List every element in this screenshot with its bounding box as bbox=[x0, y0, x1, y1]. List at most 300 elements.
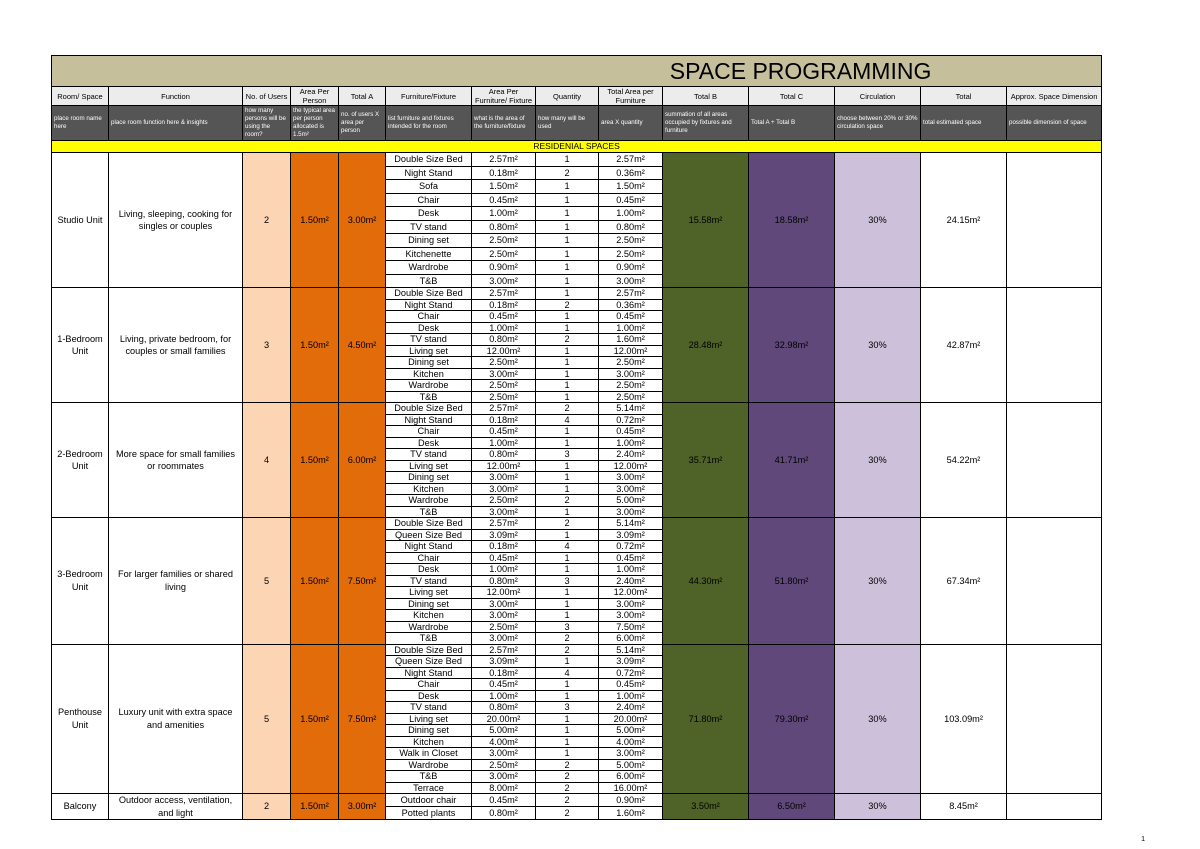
furniture-total: 1.50m² bbox=[599, 180, 663, 194]
room-function: Luxury unit with extra space and amenities bbox=[109, 644, 243, 794]
room-name: 1-Bedroom Unit bbox=[52, 288, 109, 403]
furniture-quantity: 2 bbox=[536, 782, 599, 794]
area-per-person: 1.50m² bbox=[291, 153, 339, 288]
furniture-quantity: 1 bbox=[536, 345, 599, 357]
furniture-name: Chair bbox=[386, 679, 472, 691]
furniture-area: 2.57m² bbox=[472, 288, 536, 300]
column-description: total estimated space bbox=[921, 106, 1007, 141]
table-row bbox=[52, 794, 1102, 807]
furniture-area: 3.00m² bbox=[472, 598, 536, 610]
furniture-area: 0.18m² bbox=[472, 414, 536, 426]
total-b: 35.71m² bbox=[663, 403, 749, 518]
room-function: Living, sleeping, cooking for singles or couples bbox=[109, 153, 243, 288]
furniture-quantity: 1 bbox=[536, 426, 599, 438]
title-row bbox=[52, 56, 1102, 87]
column-description: the typical area per person allocated is 1.5m² bbox=[291, 106, 339, 141]
space-dimension bbox=[1007, 644, 1102, 794]
table-row bbox=[52, 644, 1102, 656]
space-programming-table bbox=[51, 55, 1102, 820]
furniture-area: 0.45m² bbox=[472, 794, 536, 807]
furniture-quantity: 1 bbox=[536, 193, 599, 207]
furniture-area: 3.00m² bbox=[472, 274, 536, 288]
furniture-area: 3.00m² bbox=[472, 368, 536, 380]
room-total: 24.15m² bbox=[921, 153, 1007, 288]
furniture-total: 0.72m² bbox=[599, 414, 663, 426]
sheet-title: SPACE PROGRAMMING bbox=[52, 56, 1102, 87]
furniture-name: Kitchen bbox=[386, 736, 472, 748]
column-description: how many will be used bbox=[536, 106, 599, 141]
furniture-area: 1.00m² bbox=[472, 690, 536, 702]
column-header: Total bbox=[921, 87, 1007, 106]
furniture-area: 2.50m² bbox=[472, 759, 536, 771]
furniture-name: TV stand bbox=[386, 334, 472, 346]
furniture-area: 3.00m² bbox=[472, 748, 536, 760]
furniture-name: Desk bbox=[386, 207, 472, 221]
circulation: 30% bbox=[835, 518, 921, 645]
furniture-name: Potted plants bbox=[386, 807, 472, 820]
circulation: 30% bbox=[835, 644, 921, 794]
furniture-quantity: 1 bbox=[536, 380, 599, 392]
description-row bbox=[52, 106, 1102, 141]
furniture-name: Living set bbox=[386, 345, 472, 357]
table-row bbox=[52, 518, 1102, 530]
furniture-area: 12.00m² bbox=[472, 587, 536, 599]
furniture-quantity: 1 bbox=[536, 234, 599, 248]
furniture-area: 1.00m² bbox=[472, 564, 536, 576]
no-of-users: 4 bbox=[243, 403, 291, 518]
furniture-area: 5.00m² bbox=[472, 725, 536, 737]
furniture-quantity: 3 bbox=[536, 702, 599, 714]
furniture-area: 3.00m² bbox=[472, 506, 536, 518]
furniture-total: 0.72m² bbox=[599, 667, 663, 679]
furniture-quantity: 1 bbox=[536, 656, 599, 668]
room-total: 54.22m² bbox=[921, 403, 1007, 518]
furniture-area: 2.50m² bbox=[472, 234, 536, 248]
total-c: 51.80m² bbox=[749, 518, 835, 645]
total-a: 7.50m² bbox=[339, 518, 386, 645]
furniture-area: 12.00m² bbox=[472, 460, 536, 472]
room-total: 103.09m² bbox=[921, 644, 1007, 794]
no-of-users: 2 bbox=[243, 153, 291, 288]
furniture-name: Dining set bbox=[386, 472, 472, 484]
furniture-name: Double Size Bed bbox=[386, 288, 472, 300]
table-row bbox=[52, 403, 1102, 415]
furniture-name: Night Stand bbox=[386, 166, 472, 180]
furniture-quantity: 1 bbox=[536, 610, 599, 622]
column-description: what is the area of the furniture/fixture bbox=[472, 106, 536, 141]
furniture-name: Wardrobe bbox=[386, 261, 472, 275]
furniture-name: Night Stand bbox=[386, 667, 472, 679]
column-header: Approx. Space Dimension bbox=[1007, 87, 1102, 106]
space-dimension bbox=[1007, 403, 1102, 518]
column-header: Function bbox=[109, 87, 243, 106]
page-number: 1 bbox=[1141, 836, 1145, 843]
no-of-users: 5 bbox=[243, 518, 291, 645]
column-header: Total Area per Furniture bbox=[599, 87, 663, 106]
furniture-total: 3.09m² bbox=[599, 656, 663, 668]
furniture-total: 5.14m² bbox=[599, 518, 663, 530]
furniture-quantity: 2 bbox=[536, 633, 599, 645]
furniture-total: 20.00m² bbox=[599, 713, 663, 725]
furniture-area: 2.50m² bbox=[472, 380, 536, 392]
room-name: 3-Bedroom Unit bbox=[52, 518, 109, 645]
furniture-name: Chair bbox=[386, 426, 472, 438]
total-c: 41.71m² bbox=[749, 403, 835, 518]
furniture-name: Desk bbox=[386, 437, 472, 449]
furniture-name: T&B bbox=[386, 506, 472, 518]
furniture-name: Kitchen bbox=[386, 483, 472, 495]
furniture-quantity: 2 bbox=[536, 518, 599, 530]
furniture-total: 5.00m² bbox=[599, 759, 663, 771]
furniture-quantity: 1 bbox=[536, 247, 599, 261]
column-description: area X quantity bbox=[599, 106, 663, 141]
furniture-total: 2.50m² bbox=[599, 380, 663, 392]
furniture-total: 3.00m² bbox=[599, 368, 663, 380]
no-of-users: 2 bbox=[243, 794, 291, 820]
furniture-name: Chair bbox=[386, 311, 472, 323]
furniture-name: Kitchen bbox=[386, 368, 472, 380]
furniture-name: Double Size Bed bbox=[386, 644, 472, 656]
furniture-quantity: 2 bbox=[536, 794, 599, 807]
furniture-total: 5.00m² bbox=[599, 725, 663, 737]
furniture-quantity: 1 bbox=[536, 391, 599, 403]
room-name: Balcony bbox=[52, 794, 109, 820]
furniture-area: 0.45m² bbox=[472, 552, 536, 564]
furniture-total: 0.45m² bbox=[599, 426, 663, 438]
column-header: Furniture/Fixture bbox=[386, 87, 472, 106]
furniture-quantity: 1 bbox=[536, 529, 599, 541]
furniture-name: Queen Size Bed bbox=[386, 529, 472, 541]
furniture-quantity: 4 bbox=[536, 667, 599, 679]
furniture-total: 0.45m² bbox=[599, 311, 663, 323]
space-dimension bbox=[1007, 794, 1102, 820]
furniture-quantity: 1 bbox=[536, 598, 599, 610]
furniture-area: 0.80m² bbox=[472, 575, 536, 587]
furniture-total: 0.72m² bbox=[599, 541, 663, 553]
furniture-area: 0.80m² bbox=[472, 220, 536, 234]
furniture-total: 3.00m² bbox=[599, 274, 663, 288]
total-a: 7.50m² bbox=[339, 644, 386, 794]
furniture-name: TV stand bbox=[386, 575, 472, 587]
furniture-total: 3.00m² bbox=[599, 598, 663, 610]
furniture-name: TV stand bbox=[386, 220, 472, 234]
furniture-name: Wardrobe bbox=[386, 621, 472, 633]
total-c: 6.50m² bbox=[749, 794, 835, 820]
area-per-person: 1.50m² bbox=[291, 403, 339, 518]
furniture-total: 3.00m² bbox=[599, 610, 663, 622]
furniture-total: 3.00m² bbox=[599, 483, 663, 495]
room-name: Penthouse Unit bbox=[52, 644, 109, 794]
furniture-area: 2.57m² bbox=[472, 644, 536, 656]
furniture-quantity: 2 bbox=[536, 166, 599, 180]
furniture-area: 2.50m² bbox=[472, 495, 536, 507]
furniture-name: Sofa bbox=[386, 180, 472, 194]
column-description: choose between 20% or 30% circulation space bbox=[835, 106, 921, 141]
furniture-total: 1.00m² bbox=[599, 437, 663, 449]
furniture-quantity: 1 bbox=[536, 713, 599, 725]
furniture-area: 1.00m² bbox=[472, 322, 536, 334]
furniture-name: Chair bbox=[386, 552, 472, 564]
room-name: 2-Bedroom Unit bbox=[52, 403, 109, 518]
total-c: 79.30m² bbox=[749, 644, 835, 794]
furniture-name: Dining set bbox=[386, 357, 472, 369]
furniture-total: 0.90m² bbox=[599, 261, 663, 275]
space-dimension bbox=[1007, 518, 1102, 645]
furniture-total: 0.80m² bbox=[599, 220, 663, 234]
furniture-total: 0.90m² bbox=[599, 794, 663, 807]
furniture-quantity: 1 bbox=[536, 180, 599, 194]
furniture-area: 2.57m² bbox=[472, 518, 536, 530]
furniture-area: 2.57m² bbox=[472, 153, 536, 167]
furniture-name: Desk bbox=[386, 322, 472, 334]
furniture-area: 0.80m² bbox=[472, 449, 536, 461]
furniture-quantity: 2 bbox=[536, 771, 599, 783]
column-header: No. of Users bbox=[243, 87, 291, 106]
column-header: Area Per Person bbox=[291, 87, 339, 106]
furniture-area: 0.80m² bbox=[472, 807, 536, 820]
furniture-quantity: 1 bbox=[536, 690, 599, 702]
circulation: 30% bbox=[835, 403, 921, 518]
furniture-name: Desk bbox=[386, 564, 472, 576]
furniture-total: 12.00m² bbox=[599, 460, 663, 472]
furniture-name: Night Stand bbox=[386, 299, 472, 311]
furniture-quantity: 1 bbox=[536, 153, 599, 167]
total-a: 4.50m² bbox=[339, 288, 386, 403]
room-function: Outdoor access, ventilation, and light bbox=[109, 794, 243, 820]
furniture-area: 0.45m² bbox=[472, 679, 536, 691]
furniture-area: 0.18m² bbox=[472, 541, 536, 553]
furniture-total: 2.57m² bbox=[599, 288, 663, 300]
room-total: 42.87m² bbox=[921, 288, 1007, 403]
room-function: Living, private bedroom, for couples or small families bbox=[109, 288, 243, 403]
furniture-name: T&B bbox=[386, 274, 472, 288]
column-description: place room name here bbox=[52, 106, 109, 141]
room-function: More space for small families or roommates bbox=[109, 403, 243, 518]
furniture-area: 3.00m² bbox=[472, 483, 536, 495]
furniture-name: Night Stand bbox=[386, 541, 472, 553]
furniture-name: Queen Size Bed bbox=[386, 656, 472, 668]
furniture-total: 2.50m² bbox=[599, 391, 663, 403]
furniture-quantity: 1 bbox=[536, 322, 599, 334]
total-b: 15.58m² bbox=[663, 153, 749, 288]
column-header: Total B bbox=[663, 87, 749, 106]
furniture-area: 2.50m² bbox=[472, 391, 536, 403]
furniture-total: 5.14m² bbox=[599, 403, 663, 415]
total-c: 18.58m² bbox=[749, 153, 835, 288]
furniture-area: 3.00m² bbox=[472, 633, 536, 645]
furniture-quantity: 1 bbox=[536, 472, 599, 484]
furniture-area: 1.00m² bbox=[472, 437, 536, 449]
total-b: 3.50m² bbox=[663, 794, 749, 820]
furniture-name: Dining set bbox=[386, 598, 472, 610]
furniture-quantity: 1 bbox=[536, 460, 599, 472]
furniture-quantity: 2 bbox=[536, 495, 599, 507]
column-description: possible dimension of space bbox=[1007, 106, 1102, 141]
furniture-quantity: 1 bbox=[536, 288, 599, 300]
column-description: Total A + Total B bbox=[749, 106, 835, 141]
furniture-name: Outdoor chair bbox=[386, 794, 472, 807]
total-b: 28.48m² bbox=[663, 288, 749, 403]
furniture-total: 5.14m² bbox=[599, 644, 663, 656]
room-total: 67.34m² bbox=[921, 518, 1007, 645]
area-per-person: 1.50m² bbox=[291, 644, 339, 794]
space-dimension bbox=[1007, 153, 1102, 288]
furniture-total: 1.00m² bbox=[599, 207, 663, 221]
table-row bbox=[52, 288, 1102, 300]
furniture-total: 2.40m² bbox=[599, 575, 663, 587]
furniture-name: Dining set bbox=[386, 234, 472, 248]
furniture-quantity: 4 bbox=[536, 541, 599, 553]
column-description: summation of all areas occupied by fixtures and furniture bbox=[663, 106, 749, 141]
furniture-total: 1.00m² bbox=[599, 690, 663, 702]
furniture-total: 2.50m² bbox=[599, 234, 663, 248]
furniture-quantity: 4 bbox=[536, 414, 599, 426]
furniture-quantity: 1 bbox=[536, 587, 599, 599]
furniture-name: Living set bbox=[386, 460, 472, 472]
section-row bbox=[52, 141, 1102, 153]
furniture-total: 3.00m² bbox=[599, 506, 663, 518]
furniture-quantity: 1 bbox=[536, 368, 599, 380]
furniture-total: 2.50m² bbox=[599, 357, 663, 369]
column-header: Quantity bbox=[536, 87, 599, 106]
furniture-area: 0.18m² bbox=[472, 166, 536, 180]
furniture-area: 2.50m² bbox=[472, 247, 536, 261]
furniture-name: Double Size Bed bbox=[386, 518, 472, 530]
furniture-name: Double Size Bed bbox=[386, 153, 472, 167]
furniture-name: TV stand bbox=[386, 702, 472, 714]
furniture-area: 4.00m² bbox=[472, 736, 536, 748]
furniture-total: 6.00m² bbox=[599, 633, 663, 645]
furniture-total: 0.45m² bbox=[599, 193, 663, 207]
furniture-quantity: 1 bbox=[536, 725, 599, 737]
furniture-name: T&B bbox=[386, 391, 472, 403]
furniture-area: 0.45m² bbox=[472, 426, 536, 438]
furniture-name: Living set bbox=[386, 587, 472, 599]
no-of-users: 5 bbox=[243, 644, 291, 794]
furniture-quantity: 1 bbox=[536, 552, 599, 564]
column-description: place room function here & insights bbox=[109, 106, 243, 141]
room-total: 8.45m² bbox=[921, 794, 1007, 820]
furniture-quantity: 1 bbox=[536, 564, 599, 576]
furniture-total: 3.00m² bbox=[599, 472, 663, 484]
furniture-quantity: 1 bbox=[536, 274, 599, 288]
furniture-area: 8.00m² bbox=[472, 782, 536, 794]
furniture-name: Terrace bbox=[386, 782, 472, 794]
total-a: 3.00m² bbox=[339, 794, 386, 820]
column-description: how many persons will be using the room? bbox=[243, 106, 291, 141]
furniture-total: 1.60m² bbox=[599, 334, 663, 346]
total-a: 6.00m² bbox=[339, 403, 386, 518]
furniture-area: 0.45m² bbox=[472, 193, 536, 207]
total-a: 3.00m² bbox=[339, 153, 386, 288]
furniture-total: 3.09m² bbox=[599, 529, 663, 541]
furniture-area: 0.80m² bbox=[472, 334, 536, 346]
header-row bbox=[52, 87, 1102, 106]
furniture-quantity: 1 bbox=[536, 483, 599, 495]
circulation: 30% bbox=[835, 153, 921, 288]
furniture-name: Chair bbox=[386, 193, 472, 207]
furniture-quantity: 3 bbox=[536, 575, 599, 587]
furniture-area: 3.09m² bbox=[472, 656, 536, 668]
furniture-area: 0.80m² bbox=[472, 702, 536, 714]
area-per-person: 1.50m² bbox=[291, 794, 339, 820]
furniture-area: 3.09m² bbox=[472, 529, 536, 541]
spreadsheet bbox=[51, 55, 1101, 818]
no-of-users: 3 bbox=[243, 288, 291, 403]
furniture-quantity: 1 bbox=[536, 357, 599, 369]
furniture-total: 2.57m² bbox=[599, 153, 663, 167]
furniture-name: Kitchen bbox=[386, 610, 472, 622]
furniture-area: 0.18m² bbox=[472, 299, 536, 311]
circulation: 30% bbox=[835, 794, 921, 820]
furniture-area: 1.50m² bbox=[472, 180, 536, 194]
furniture-name: TV stand bbox=[386, 449, 472, 461]
furniture-total: 4.00m² bbox=[599, 736, 663, 748]
furniture-quantity: 1 bbox=[536, 311, 599, 323]
furniture-name: Wardrobe bbox=[386, 759, 472, 771]
area-per-person: 1.50m² bbox=[291, 518, 339, 645]
furniture-total: 2.40m² bbox=[599, 449, 663, 461]
furniture-name: Walk in Closet bbox=[386, 748, 472, 760]
furniture-total: 0.36m² bbox=[599, 166, 663, 180]
table-row bbox=[52, 153, 1102, 167]
furniture-total: 2.50m² bbox=[599, 247, 663, 261]
furniture-area: 12.00m² bbox=[472, 345, 536, 357]
furniture-area: 0.45m² bbox=[472, 311, 536, 323]
furniture-total: 1.00m² bbox=[599, 322, 663, 334]
furniture-name: Living set bbox=[386, 713, 472, 725]
furniture-total: 12.00m² bbox=[599, 587, 663, 599]
furniture-name: Double Size Bed bbox=[386, 403, 472, 415]
furniture-total: 16.00m² bbox=[599, 782, 663, 794]
furniture-quantity: 1 bbox=[536, 679, 599, 691]
room-function: For larger families or shared living bbox=[109, 518, 243, 645]
furniture-quantity: 1 bbox=[536, 506, 599, 518]
furniture-quantity: 2 bbox=[536, 334, 599, 346]
total-b: 71.80m² bbox=[663, 644, 749, 794]
furniture-quantity: 2 bbox=[536, 403, 599, 415]
furniture-name: Night Stand bbox=[386, 414, 472, 426]
furniture-area: 2.50m² bbox=[472, 357, 536, 369]
furniture-quantity: 1 bbox=[536, 748, 599, 760]
furniture-total: 7.50m² bbox=[599, 621, 663, 633]
furniture-area: 1.00m² bbox=[472, 207, 536, 221]
furniture-area: 2.57m² bbox=[472, 403, 536, 415]
furniture-total: 5.00m² bbox=[599, 495, 663, 507]
furniture-name: Wardrobe bbox=[386, 495, 472, 507]
furniture-area: 3.00m² bbox=[472, 472, 536, 484]
column-header: Circulation bbox=[835, 87, 921, 106]
furniture-total: 2.40m² bbox=[599, 702, 663, 714]
section-label: RESIDENIAL SPACES bbox=[52, 141, 1102, 153]
furniture-total: 0.36m² bbox=[599, 299, 663, 311]
furniture-name: Dining set bbox=[386, 725, 472, 737]
furniture-quantity: 1 bbox=[536, 736, 599, 748]
furniture-name: Wardrobe bbox=[386, 380, 472, 392]
furniture-total: 12.00m² bbox=[599, 345, 663, 357]
space-dimension bbox=[1007, 288, 1102, 403]
furniture-total: 3.00m² bbox=[599, 748, 663, 760]
furniture-name: T&B bbox=[386, 771, 472, 783]
column-description: no. of users X area per person bbox=[339, 106, 386, 141]
furniture-area: 2.50m² bbox=[472, 621, 536, 633]
furniture-name: T&B bbox=[386, 633, 472, 645]
furniture-total: 0.45m² bbox=[599, 679, 663, 691]
furniture-quantity: 2 bbox=[536, 299, 599, 311]
column-header: Room/ Space bbox=[52, 87, 109, 106]
furniture-area: 3.00m² bbox=[472, 771, 536, 783]
total-b: 44.30m² bbox=[663, 518, 749, 645]
